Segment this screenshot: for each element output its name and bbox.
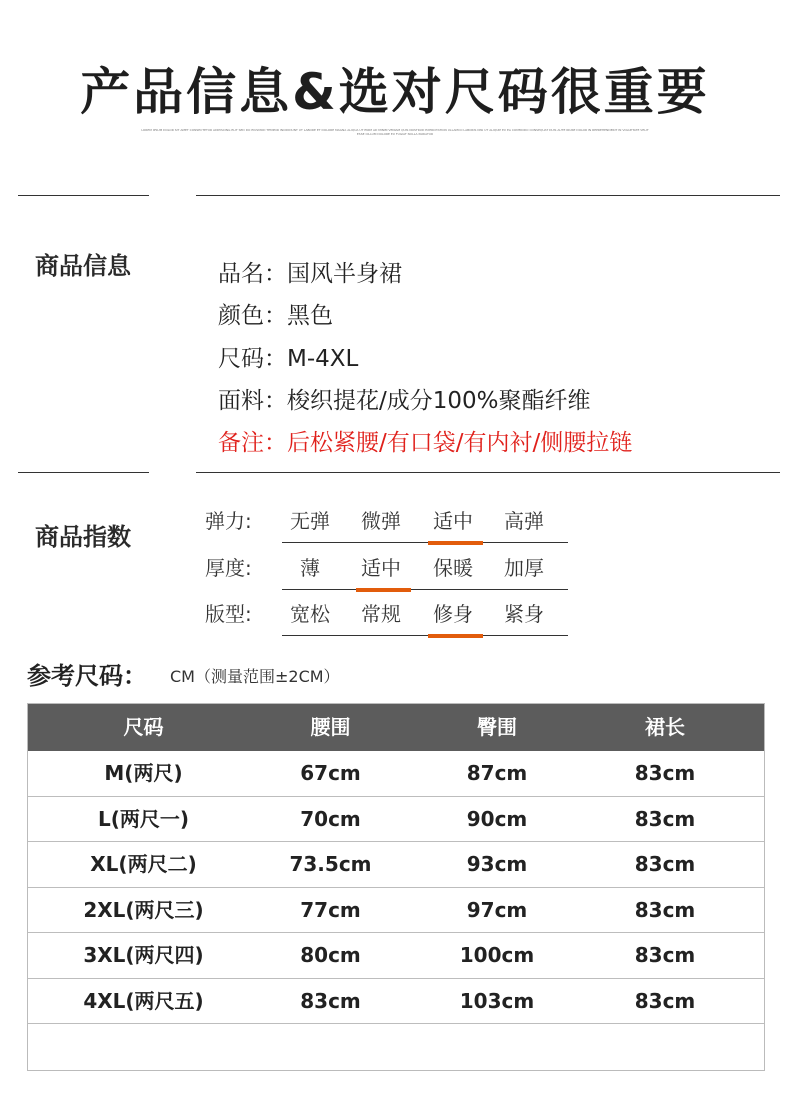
divider <box>18 195 149 196</box>
index-option: 加厚 <box>504 556 544 580</box>
column-header-hip: 臀围 <box>477 715 517 739</box>
info-line-size: 尺码：M-4XL <box>218 346 359 372</box>
cell-length: 83cm <box>634 943 696 967</box>
cell-length: 83cm <box>634 852 696 876</box>
cell-size: M(两尺) <box>104 761 183 785</box>
column-header-size: 尺码 <box>123 715 164 739</box>
fine-print-text: LOREM IPSUM DOLOR SIT AMET CONSECTETUR ADIPISCING ELIT SED DO EIUSMOD TEMPOR INCIDIDUNT UT LABORE ET DOLORE MAGNA ALIQUA UT ENIM AD MINIM VENIAM QUIS NOSTRUD EXERCITATION ULLAMCO LABORIS NISI UT ALIQUIP EX EA COMMODO CONSEQUAT DUIS AUTE IRURE DOLOR IN REPREHENDERIT IN VOLUPTATE VELIT ESSE CILLUM DOLORE EU FUGIAT NULLA PARIATUR <box>141 128 649 136</box>
index-row-label: 厚度: <box>205 556 252 580</box>
cell-length: 83cm <box>634 761 696 785</box>
divider <box>196 195 780 196</box>
index-selected-marker <box>428 541 483 545</box>
size-table <box>27 703 765 1071</box>
table-row-empty <box>28 1024 764 1070</box>
page-title: 产品信息&选对尺码很重要 <box>80 63 710 121</box>
divider <box>18 472 149 473</box>
cell-waist: 80cm <box>300 943 361 967</box>
index-option: 保暖 <box>433 556 473 580</box>
table-row <box>28 842 764 888</box>
cell-size: 3XL(两尺四) <box>83 943 204 967</box>
divider <box>196 472 780 473</box>
index-option: 修身 <box>433 602 473 626</box>
index-row-underline <box>282 542 568 543</box>
index-option: 常规 <box>361 602 401 626</box>
column-header-waist: 腰围 <box>310 715 351 739</box>
cell-size: 2XL(两尺三) <box>83 897 204 922</box>
index-selected-marker <box>356 588 411 592</box>
column-header-length: 裙长 <box>645 715 685 739</box>
cell-length: 83cm <box>634 988 696 1013</box>
index-option: 微弹 <box>361 509 401 533</box>
size-table-header <box>28 704 764 751</box>
index-option: 适中 <box>361 556 401 580</box>
section-label-product-index: 商品指数 <box>35 523 131 551</box>
size-reference-title: 参考尺码： <box>27 662 147 690</box>
cell-waist: 73.5cm <box>289 852 372 876</box>
size-reference-note: CM（测量范围±2CM） <box>170 667 340 686</box>
cell-hip: 90cm <box>466 806 528 831</box>
index-row-label: 版型: <box>205 602 252 626</box>
index-option: 薄 <box>300 556 320 580</box>
table-row <box>28 888 764 934</box>
table-row <box>28 797 764 843</box>
info-line-color: 颜色：黑色 <box>218 303 333 329</box>
index-option: 宽松 <box>290 602 330 626</box>
index-row-underline <box>282 635 568 636</box>
cell-waist: 77cm <box>300 897 361 922</box>
cell-hip: 87cm <box>466 761 528 785</box>
index-option: 紧身 <box>504 602 544 626</box>
index-row-label: 弹力: <box>205 509 252 533</box>
index-option: 适中 <box>433 509 473 533</box>
index-option: 无弹 <box>290 509 330 533</box>
index-row-underline <box>282 589 568 590</box>
cell-hip: 100cm <box>459 943 535 967</box>
cell-hip: 93cm <box>466 852 528 876</box>
cell-length: 83cm <box>634 897 696 922</box>
index-selected-marker <box>428 634 483 638</box>
cell-size: L(两尺一) <box>97 806 190 831</box>
section-label-product-info: 商品信息 <box>35 252 131 280</box>
cell-hip: 103cm <box>459 988 535 1013</box>
table-row <box>28 933 764 979</box>
info-line-fabric: 面料：梭织提花/成分100%聚酯纤维 <box>218 388 591 414</box>
cell-size: XL(两尺二) <box>90 852 197 876</box>
cell-length: 83cm <box>634 806 696 831</box>
cell-waist: 70cm <box>300 806 361 831</box>
cell-hip: 97cm <box>466 897 528 922</box>
info-line-note: 备注：后松紧腰/有口袋/有内衬/侧腰拉链 <box>218 430 633 456</box>
table-row <box>28 751 764 797</box>
cell-waist: 83cm <box>300 988 361 1013</box>
table-row <box>28 979 764 1025</box>
info-line-name: 品名：国风半身裙 <box>218 261 402 287</box>
cell-size: 4XL(两尺五) <box>83 988 204 1013</box>
cell-waist: 67cm <box>300 761 361 785</box>
index-option: 高弹 <box>504 509 544 533</box>
